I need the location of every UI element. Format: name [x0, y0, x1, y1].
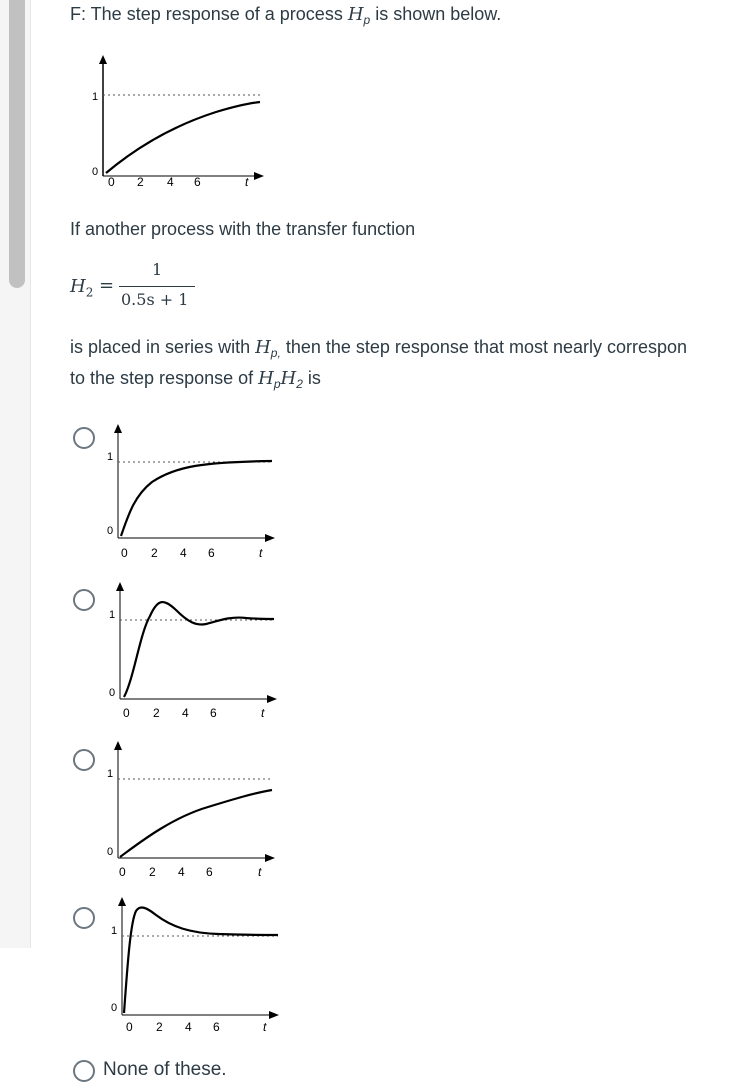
option-d-x-tick-4: 4 — [185, 1020, 192, 1034]
option-a-curve — [121, 461, 272, 536]
option-d-y-tick-1: 1 — [111, 925, 118, 937]
option-c-radio[interactable] — [73, 749, 95, 771]
option-e-radio[interactable] — [73, 1060, 95, 1082]
option-b-x-label: t — [261, 706, 265, 720]
option-a-plot — [104, 420, 284, 565]
option-a-x-tick-0: 0 — [121, 546, 128, 560]
option-b-y-tick-1: 1 — [109, 609, 116, 621]
reference-plot — [86, 52, 276, 192]
option-a-x-tick-6: 6 — [208, 546, 215, 560]
x-tick-6: 6 — [194, 175, 201, 189]
x-label: t — [245, 175, 249, 189]
option-c-x-label: t — [258, 865, 262, 879]
x-tick-4: 4 — [167, 175, 174, 189]
equation-numerator: 1 — [152, 260, 163, 279]
heading-var: H — [347, 4, 364, 25]
option-d-x-tick-6: 6 — [213, 1020, 220, 1034]
option-c-x-tick-6: 6 — [206, 865, 213, 879]
option-a-x-tick-4: 4 — [180, 546, 187, 560]
option-b-plot — [106, 578, 286, 723]
scrollbar-track[interactable] — [0, 0, 31, 948]
option-b-curve — [124, 602, 274, 697]
option-d-x-tick-0: 0 — [126, 1020, 133, 1034]
option-d-plot — [108, 893, 288, 1038]
scrollbar-thumb[interactable] — [9, 0, 25, 288]
option-a-y-tick-0: 0 — [107, 525, 114, 537]
option-d-x-tick-2: 2 — [156, 1020, 163, 1034]
y-tick-1: 1 — [92, 91, 99, 103]
equation-equals: = — [99, 275, 115, 296]
reference-curve — [106, 102, 260, 173]
intro-text: If another process with the transfer function — [70, 219, 416, 239]
option-c-x-tick-4: 4 — [178, 865, 185, 879]
option-d-x-label: t — [263, 1020, 267, 1034]
option-b-x-tick-0: 0 — [123, 706, 130, 720]
option-a-x-label: t — [259, 546, 263, 560]
option-b-x-tick-2: 2 — [153, 706, 160, 720]
y-tick-0: 0 — [92, 166, 99, 178]
heading-text-end: is shown below. — [370, 4, 502, 24]
option-a-radio[interactable] — [73, 427, 95, 449]
heading-text: F: The step response of a process — [70, 4, 348, 24]
option-e-label[interactable]: None of these. — [103, 1059, 227, 1080]
option-a-y-tick-1: 1 — [107, 451, 114, 463]
series-text-line1: is placed in series with $H_{p,}$ then the step response that most nearly correspon — [70, 337, 688, 360]
equation-denominator: 0.5s + 1 — [121, 290, 189, 309]
option-c-x-tick-0: 0 — [119, 865, 126, 879]
option-b-y-tick-0: 0 — [109, 687, 116, 699]
option-c-x-tick-2: 2 — [149, 865, 156, 879]
option-d-y-tick-0: 0 — [111, 1002, 118, 1014]
option-c-curve — [120, 790, 272, 857]
series-text-line2: to the step response of $H_pH_2$ is — [70, 368, 321, 391]
option-d-curve — [124, 908, 278, 1013]
option-d-radio[interactable] — [73, 907, 95, 929]
x-tick-2: 2 — [137, 175, 144, 189]
option-c-y-tick-0: 0 — [107, 846, 114, 858]
option-b-x-tick-4: 4 — [182, 706, 189, 720]
option-b-x-tick-6: 6 — [210, 706, 217, 720]
equation-lhs: $H_2$ — [70, 276, 94, 300]
heading-sub: p — [363, 13, 371, 27]
question-heading — [70, 4, 501, 27]
option-a-x-tick-2: 2 — [151, 546, 158, 560]
x-tick-0: 0 — [108, 175, 115, 189]
option-c-plot — [104, 737, 284, 882]
option-c-y-tick-1: 1 — [107, 768, 114, 780]
transfer-function-equation — [70, 258, 210, 314]
fraction-bar — [119, 286, 195, 287]
option-b-radio[interactable] — [73, 589, 95, 611]
